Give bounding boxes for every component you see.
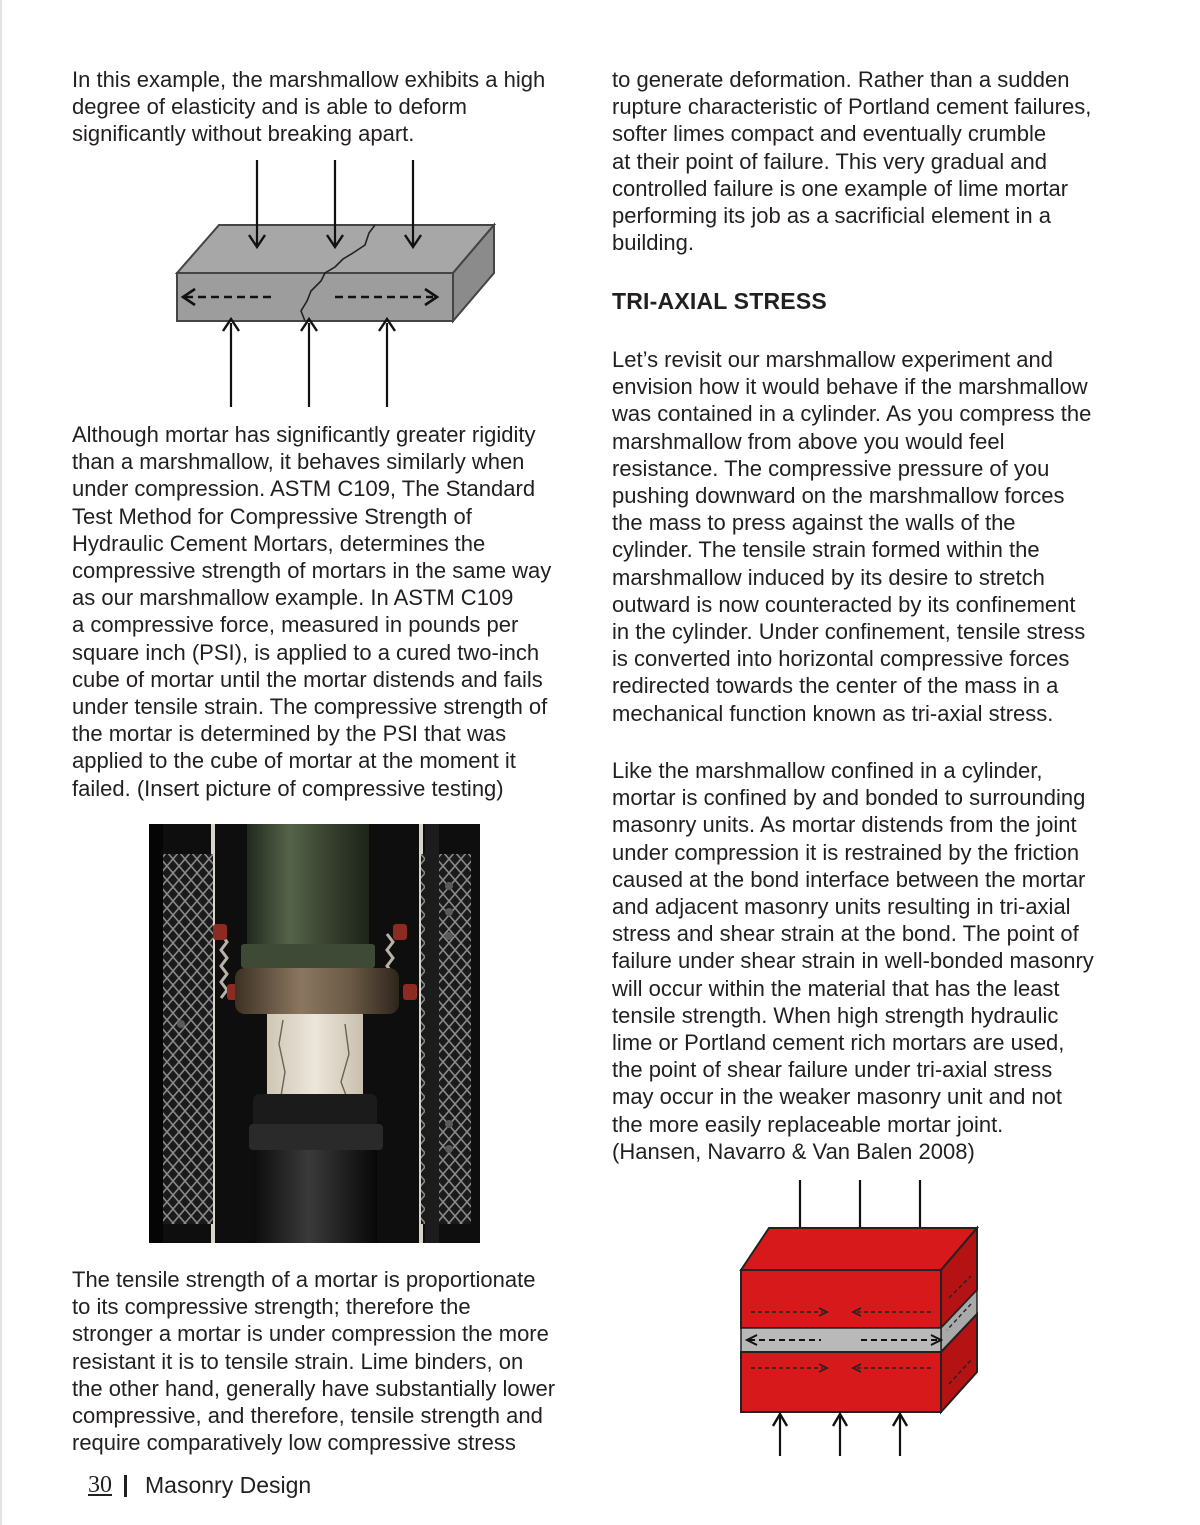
page-number: 30	[88, 1472, 112, 1498]
paragraph-mortar: Like the marshmallow confined in a cylinder, mortar is confined by and bonded to surrounding masonry units. As mortar distends from the joint under compression it is restrained by the friction caused at the bond interface between the mortar and adjacent masonry units resulting in tri-axial stress and shear strain at the bond. The point of failure under shear strain in well-bonded masonry will occur within the material that has the least tensile strength. When high strength hydraulic lime or Portland cement rich mortars are used, the point of shear failure under tri-axial stress may occur in the weaker masonry unit and not the more easily replaceable mortar joint. (Hansen, Navarro & Van Balen 2008)	[612, 758, 1094, 1164]
left-column-bottom	[72, 1266, 600, 1456]
bolt	[177, 1020, 185, 1028]
lower-cylinder	[253, 1150, 377, 1243]
page-footer	[88, 1472, 311, 1499]
bolt	[445, 908, 453, 916]
bolt	[445, 1120, 453, 1128]
lower-platen-rim	[249, 1124, 383, 1150]
right-column-middle	[612, 346, 1152, 727]
footer-divider	[124, 1475, 127, 1497]
frame-right	[425, 824, 439, 1243]
paragraph-astm: Although mortar has significantly greater rigidity than a marshmallow, it behaves similarly when under compression. ASTM C109, The Standard Test Method for Compressive Strength of Hydraulic Cement Mortars, determines the compressive strength of mortars in the same way as our marshmallow example. In ASTM C109 a compressive force, measured in pounds per square inch (PSI), is applied to a cured two-inch cube of mortar until the mortar distends and fails under tensile strain. The compressive strength of the mortar is determined by the PSI that was applied to the cube of mortar at the moment it failed. (Insert picture of compressive testing)	[72, 422, 552, 801]
bolt	[445, 932, 453, 940]
left-column-middle	[72, 421, 600, 802]
spring-cap	[213, 924, 227, 940]
tri-axial-stress-diagram	[735, 1178, 985, 1458]
frame-left	[149, 824, 163, 1243]
mesh-panel-left	[161, 854, 213, 1224]
top-brick-top-face	[741, 1228, 977, 1270]
paragraph-intro: In this example, the marshmallow exhibits a high degree of elasticity and is able to deform significantly without breaking apart.	[72, 67, 546, 147]
page-edge	[0, 0, 2, 1525]
clamp-ring	[235, 968, 399, 1014]
paragraph-continued: to generate deformation. Rather than a sudden rupture characteristic of Portland cement failures, softer limes compact and eventually crumble at their point of failure. This very gradual and controlled failure is one example of lime mortar performing its job as a sacrificial element in a building.	[612, 67, 1092, 256]
bolt	[445, 1145, 453, 1153]
upper-cylinder-rim	[241, 944, 375, 968]
right-column	[612, 66, 1152, 256]
paragraph-tensile: The tensile strength of a mortar is proportionate to its compressive strength; therefore the stronger a mortar is under compression the more resistant it is to tensile strain. Lime binders, on the other hand, generally have substantially lower compressive, and therefore, tensile strength and require comparatively low compressive stress	[72, 1267, 556, 1456]
bottom-brick-front-face	[741, 1352, 941, 1412]
spring-cap	[393, 924, 407, 940]
upper-load-cylinder	[247, 824, 369, 964]
section-heading: TRI-AXIAL STRESS	[612, 288, 827, 314]
compression-slab-diagram	[165, 155, 510, 410]
publication-title: Masonry Design	[145, 1472, 312, 1498]
right-column-bottom	[612, 757, 1152, 1165]
compressive-testing-photo	[149, 824, 480, 1243]
section-heading-wrap	[612, 287, 1152, 315]
spring-cap	[403, 984, 417, 1000]
bolt	[445, 882, 453, 890]
top-brick-front-face	[741, 1270, 941, 1328]
paragraph-marshmallow: Let’s revisit our marshmallow experiment and envision how it would behave if the marshmallow was contained in a cylinder. As you compress the marshmallow from above you would feel resistance. The compressive pressure of you pushing downward on the marshmallow forces the mass to press against the walls of the cylinder. The tensile strain formed within the marshmallow induced by its desire to stretch outward is now counteracted by its confinement in the cylinder. Under confinement, tensile stress is converted into horizontal compressive forces redirected towards the center of the mass in a mechanical function known as tri-axial stress.	[612, 347, 1092, 726]
left-column	[72, 66, 600, 148]
